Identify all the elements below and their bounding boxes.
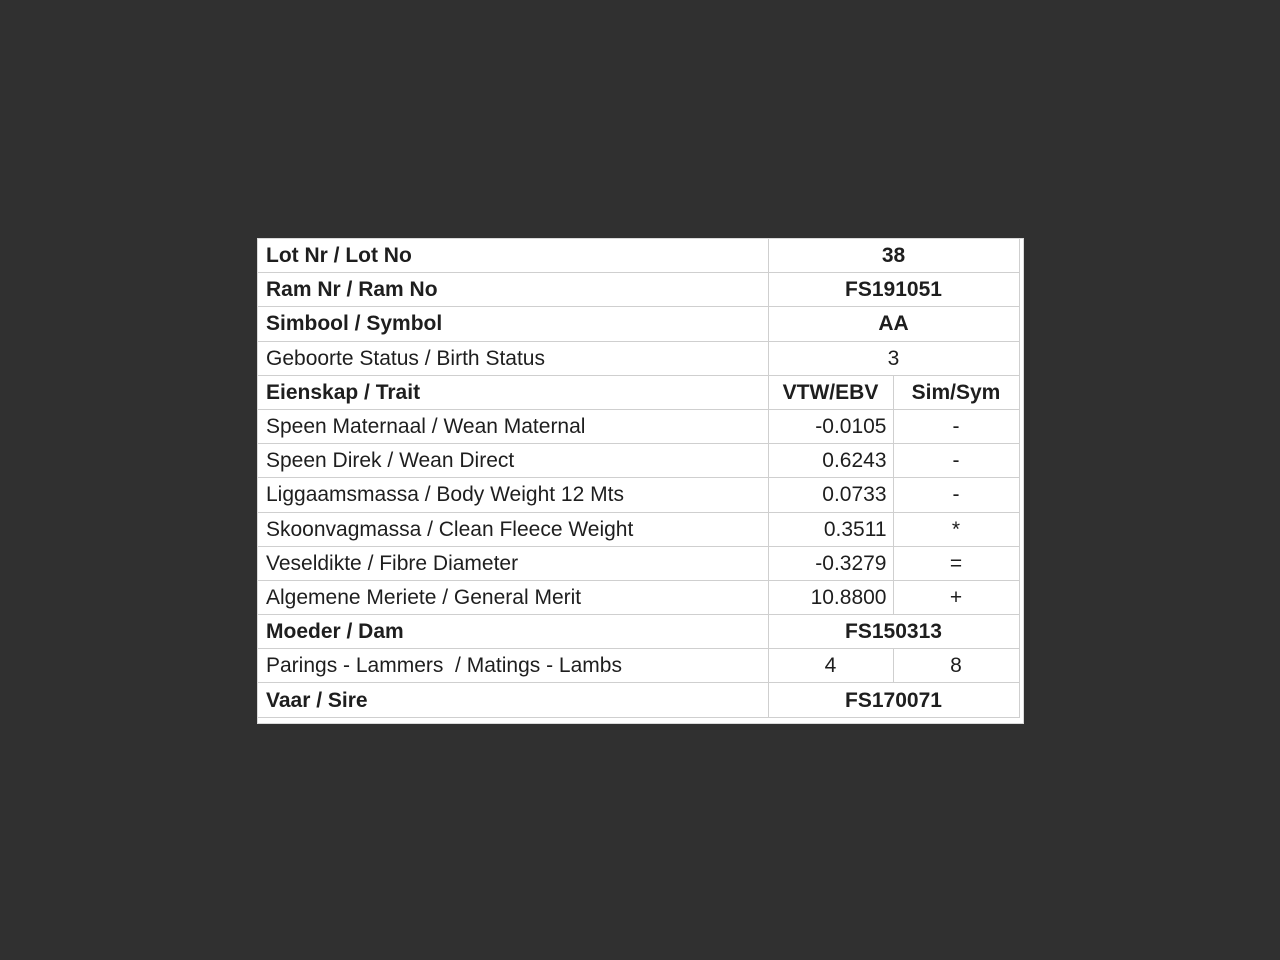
trait-sym: = xyxy=(893,546,1019,580)
matings-label: Parings - Lammers / Matings - Lambs xyxy=(258,649,768,683)
sire-label: Vaar / Sire xyxy=(258,683,768,717)
trait-row xyxy=(258,546,1019,580)
lot-label: Lot Nr / Lot No xyxy=(258,239,768,273)
trait-label: Speen Maternaal / Wean Maternal xyxy=(258,409,768,443)
row-sire xyxy=(258,683,1019,717)
trait-row xyxy=(258,409,1019,443)
traits-header-label: Eienskap / Trait xyxy=(258,375,768,409)
lambs-count: 8 xyxy=(893,649,1019,683)
trait-label: Algemene Meriete / General Merit xyxy=(258,580,768,614)
trait-sym: - xyxy=(893,444,1019,478)
trait-sym: - xyxy=(893,478,1019,512)
trait-ebv: 0.3511 xyxy=(768,512,893,546)
symbol-label: Simbool / Symbol xyxy=(258,307,768,341)
trait-sym: - xyxy=(893,409,1019,443)
trait-label: Speen Direk / Wean Direct xyxy=(258,444,768,478)
row-matings xyxy=(258,649,1019,683)
row-ram xyxy=(258,273,1019,307)
trait-label: Liggaamsmassa / Body Weight 12 Mts xyxy=(258,478,768,512)
trait-label: Skoonvagmassa / Clean Fleece Weight xyxy=(258,512,768,546)
trait-row xyxy=(258,444,1019,478)
trait-label: Veseldikte / Fibre Diameter xyxy=(258,546,768,580)
row-lot xyxy=(258,239,1019,273)
trait-ebv: 10.8800 xyxy=(768,580,893,614)
lot-info-sheet xyxy=(257,238,1024,724)
lot-info-table xyxy=(258,239,1020,718)
lot-value: 38 xyxy=(768,239,1019,273)
trait-sym: + xyxy=(893,580,1019,614)
trait-row xyxy=(258,478,1019,512)
birth-status-label: Geboorte Status / Birth Status xyxy=(258,341,768,375)
trait-ebv: -0.3279 xyxy=(768,546,893,580)
birth-status-value: 3 xyxy=(768,341,1019,375)
matings-count: 4 xyxy=(768,649,893,683)
ram-label: Ram Nr / Ram No xyxy=(258,273,768,307)
trait-ebv: 0.6243 xyxy=(768,444,893,478)
trait-sym: * xyxy=(893,512,1019,546)
trait-row xyxy=(258,512,1019,546)
dam-label: Moeder / Dam xyxy=(258,615,768,649)
dam-value: FS150313 xyxy=(768,615,1019,649)
row-dam xyxy=(258,615,1019,649)
ram-value: FS191051 xyxy=(768,273,1019,307)
sire-value: FS170071 xyxy=(768,683,1019,717)
trait-row xyxy=(258,580,1019,614)
row-traits-header xyxy=(258,375,1019,409)
row-birth-status xyxy=(258,341,1019,375)
row-symbol xyxy=(258,307,1019,341)
ebv-column-header: VTW/EBV xyxy=(768,375,893,409)
trait-ebv: 0.0733 xyxy=(768,478,893,512)
symbol-value: AA xyxy=(768,307,1019,341)
sym-column-header: Sim/Sym xyxy=(893,375,1019,409)
trait-ebv: -0.0105 xyxy=(768,409,893,443)
